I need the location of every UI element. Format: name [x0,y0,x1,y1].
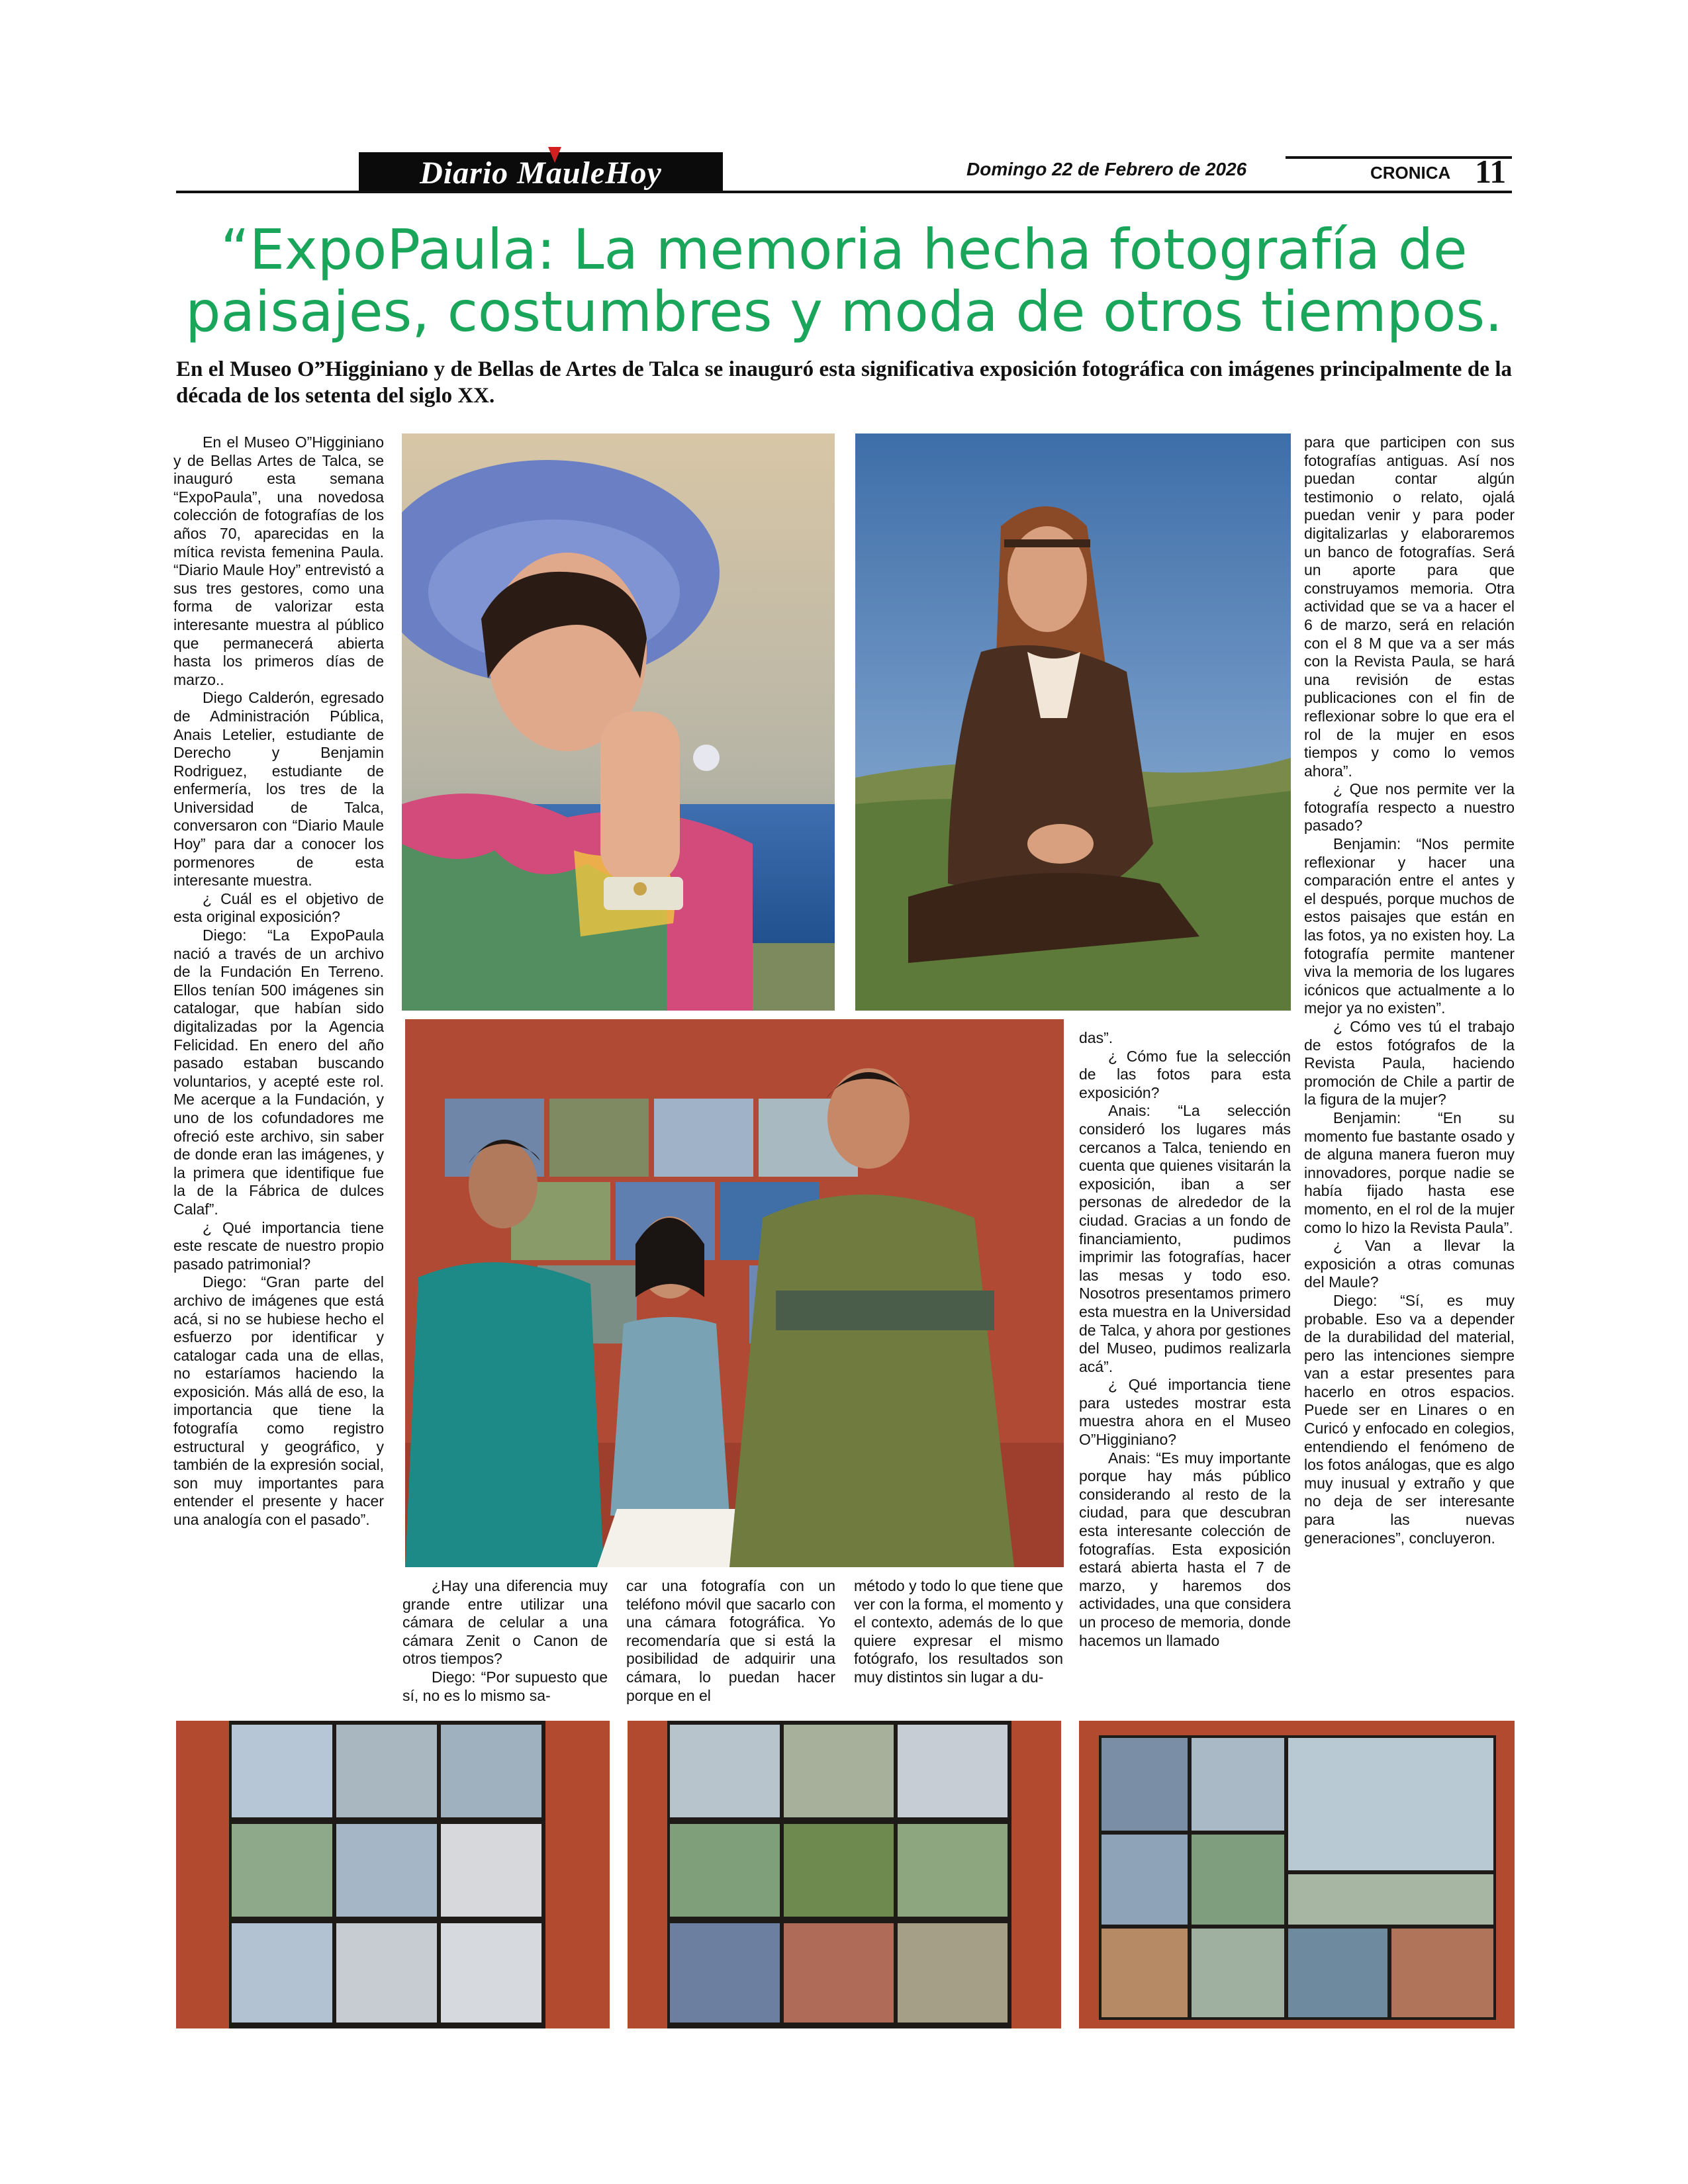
article-headline [176,218,1512,343]
text-column-4 [1304,433,1515,1547]
question: ¿Hay una diferencia muy grande entre utilizar una cámara de celular a una cámara Zenit o Canon de otros tiempos? [402,1577,608,1668]
paragraph: Benjamin: “Nos permite reflexionar y hacer una comparación entre el antes y el después, porque muchos de estos paisajes que están en las fotos, ya no existen hoy. La fotografía permite mantener viva la memoria de los lugares icónicos que actualmente a lo mejor ya no existen”. [1304,835,1515,1017]
question: ¿ Qué importancia tiene este rescate de nuestro propio pasado patrimonial? [173,1218,384,1273]
text-column-1 [173,433,384,1529]
question: ¿ Que nos permite ver la fotografía respecto a nuestro pasado? [1304,780,1515,835]
masthead-box [359,152,723,193]
photo-collage-center [628,1721,1061,2028]
paragraph: das”. [1079,1029,1113,1046]
masthead-accent-mark [548,147,561,163]
paragraph: Diego: “Sí, es muy probable. Eso va a depender de la durabilidad del material, pero las intenciones siempre van a estar presentes para hacerlo en otros espacios. Puede ser en Linares o en Curicó y enfocado en colegios, entendiendo el fenómeno de los fotos análogas, que es algo muy inusual y extraño y que no deja de ser interesante para las nuevas generaciones”, concluyeron. [1304,1291,1515,1547]
paragraph: Diego: “Gran parte del archivo de imágenes que está acá, si no se hubiese hecho el esfuerzo por identificar y catalogar cada una de ellas, no estaríamos haciendo la exposición. Más allá de eso, la importancia que tiene la fotografía como registro estructural y geográfico, y también de la expresión social, son muy importantes para entender el presente y hacer una analogía con el pasado”. [173,1273,384,1529]
question: ¿ Cuál es el objetivo de esta original exposición? [173,889,384,926]
photo-exhibition-gestores [405,1019,1064,1567]
article-lead: En el Museo O”Higginiano y de Bellas de Artes de Talca se inauguró esta significativa exposición fotográfica con imágenes principalmente de la década de los setenta del siglo XX. [176,357,1512,408]
header-rule [176,191,1512,193]
photo-collage-left [176,1721,610,2028]
masthead-logo: Diario MauleHoy [420,155,662,191]
paragraph: Benjamin: “En su momento fue bastante osado y de alguna manera fueron muy innovadores, porque nadie se había fijado hasta ese momento, en el rol de la mujer como lo hizo la Revista Paula”. [1304,1109,1515,1236]
paragraph: En el Museo O”Higginiano y de Bellas Artes de Talca, se inauguró esta semana “ExpoPaula”, una novedosa colección de fotografías de los años 70, aparecidas en la mítica revista femenina Paula. “Diario Maule Hoy” entrevistó a sus tres gestores, como una forma de valorizar esta interesante muestra al público que permanecerá abierta hasta los primeros días de marzo.. [173,433,384,688]
section-label: CRONICA [1370,163,1451,183]
question: ¿ Qué importancia tiene para ustedes mostrar esta muestra ahora en el Museo O”Higginiano? [1079,1376,1291,1449]
photo-woman-seated [855,433,1291,1011]
text-column-2b [626,1577,835,1705]
text-column-2a [402,1577,608,1705]
paragraph: para que participen con sus fotografías antiguas. Así nos puedan contar algún testimonio o relato, ojalá puedan venir y para poder digitalizarlas y elaboraremos un banco de fotografías. Será un aporte para que construyamos memoria. Otra actividad que se va a hacer el 6 de marzo, será en relación con el 8 M que va a ser más con la Revista Paula, se hará una revisión de estas publicaciones con el fin de reflexionar sobre lo que era el rol de la mujer en esos tiempos y como lo vemos ahora”. [1304,433,1515,780]
paragraph: Diego: “Por supuesto que sí, no es lo mismo sa- [402,1668,608,1704]
question: ¿ Cómo fue la selección de las fotos para esta exposición? [1079,1047,1291,1101]
paragraph: Anais: “Es muy importante porque hay más público considerando al resto de la ciudad, para que descubran esta interesante colección de fotografías. Esta exposición estará abierta hasta el 7 de marzo, y haremos dos actividades, una que considera un proceso de memoria, donde hacemos un llamado [1079,1449,1291,1649]
headline-line-2: paisajes, costumbres y moda de otros tiempos. [185,279,1503,344]
question: ¿ Van a llevar la exposición a otras comunas del Maule? [1304,1237,1515,1291]
photo-woman-with-hat [402,433,835,1011]
text-column-3 [1079,1029,1291,1650]
paragraph: método y todo lo que tiene que ver con la forma, el momento y el contexto, además de lo que quiere expresar el mismo fotógrafo, los resultados son muy distintos sin lugar a du- [854,1577,1063,1686]
question: ¿ Cómo ves tú el trabajo de estos fotógrafos de la Revista Paula, haciendo promoción de Chile a partir de la figura de la mujer? [1304,1018,1515,1109]
paragraph: Anais: “La selección consideró los lugares más cercanos a Talca, teniendo en cuenta que quienes visitarán la exposición, iban a ser personas de alrededor de la ciudad. Gracias a un fondo de financiamiento, pudimos imprimir las fotografías, hacer las mesas y todo eso. Nosotros presentamos primero esta muestra en la Universidad de Talca, y ahora por gestiones del Museo, pudimos realizarla acá”. [1079,1102,1291,1375]
page-number: 11 [1475,153,1507,190]
text-column-2c [854,1577,1063,1687]
paragraph: Diego: “La ExpoPaula nació a través de un archivo de la Fundación En Terreno. Ellos tenían 500 imágenes sin catalogar, que habían sido digitalizadas por la Agencia Felicidad. En enero del año pasado estaban buscando voluntarios, y acepté este rol. Me acerque a la Fundación, y uno de los cofundadores me ofreció este archivo, sin saber de donde eran las imágenes, y la primera que identifique fue la de la Fábrica de dulces Calaf”. [173,927,384,1218]
paragraph: Diego Calderón, egresado de Administración Pública, Anais Letelier, estudiante de Derecho y Benjamin Rodriguez, estudiante de enfermería, los tres de la Universidad de Talca, conversaron con “Diario Maule Hoy” para dar a conocer los pormenores de esta interesante muestra. [173,689,384,889]
issue-date: Domingo 22 de Febrero de 2026 [966,159,1247,179]
paragraph: car una fotografía con un teléfono móvil que sacarlo con una cámara fotográfica. Yo recomendaría que si está la posibilidad de adquirir una cámara, lo puedan hacer porque en el [626,1577,835,1704]
photo-collage-right [1079,1721,1515,2028]
headline-line-1: “ExpoPaula: La memoria hecha fotografía de [220,217,1468,282]
